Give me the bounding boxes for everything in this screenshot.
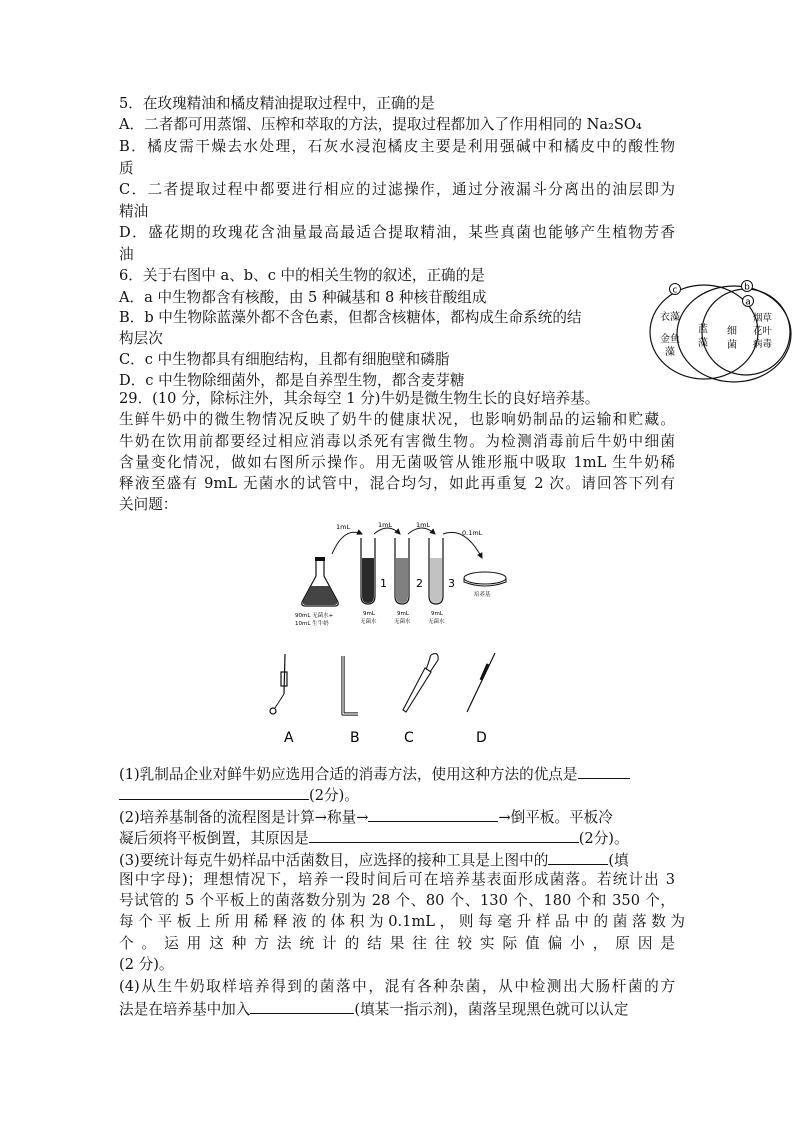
flask-label-2: 10mL 生牛奶 <box>295 621 329 627</box>
answer-blank-1a[interactable] <box>578 763 630 779</box>
tube-3 <box>429 538 443 604</box>
set-c-label: c <box>672 285 678 296</box>
xijun-label-2: 菌 <box>727 340 737 351</box>
jinyuzao-label-2: 藻 <box>665 347 675 358</box>
q29-part3-line-3: 号试管的 5 个平板上的菌落数分别为 28 个、80 个、130 个、180 个和 350 个， <box>119 892 675 909</box>
q29-part3-text: (3)要统计每克牛奶样品中活菌数目，应选择的接种工具是上图中的 <box>119 852 549 869</box>
q29-part4-text-b: (填某一指示剂)，菌落呈现黑色就可以认定 <box>354 1001 629 1018</box>
petri-dish <box>464 572 506 586</box>
answer-blank-1b[interactable] <box>119 784 309 800</box>
q29-part1-text: (1)乳制品企业对鲜牛奶应选用合适的消毒方法，使用这种方法的优点是 <box>119 766 578 783</box>
q29-part3-line-4: 每 个 平 板 上 所 用 稀 释 液 的 体 积 为 0.1mL ， 则 每 毫 升 样 品 中 的 菌 落 数 为 <box>119 913 686 930</box>
plate-label: 培养基 <box>474 592 491 598</box>
dilution-figure <box>290 516 510 632</box>
q29-part3-text-b: (填 <box>608 852 629 869</box>
q29-part3-line-1 <box>119 849 629 871</box>
q29-part4-line-2 <box>119 998 628 1020</box>
virus-label-1: 烟草 <box>753 313 773 324</box>
flask-label-1: 90mL 无菌水+ <box>295 613 334 619</box>
tube-3-water: 无菌水 <box>428 619 445 625</box>
tool-label-b: B <box>350 730 360 746</box>
q29-part1-line-2 <box>119 784 359 806</box>
answer-blank-3a[interactable] <box>548 849 608 865</box>
transfer-arrow-1 <box>332 532 362 554</box>
tube-number-2: 2 <box>416 577 423 590</box>
inoculation-tools-figure <box>255 650 515 750</box>
answer-blank-4a[interactable] <box>250 998 354 1014</box>
transfer-label-1: 1mL <box>336 523 351 531</box>
q6-option-b-cont: 构层次 <box>119 330 163 347</box>
q29-line-5: 释液至盛有 9mL 无菌水的试管中，混合均匀，如此再重复 2 次。请回答下列有 <box>119 475 675 492</box>
xijun-label-1: 细 <box>727 326 737 337</box>
q29-part3-line-6: (2 分)。 <box>119 956 174 973</box>
transfer-label-4: 0.1mL <box>462 529 483 537</box>
q29-part3-line-5: 个 。 运 用 这 种 方 法 统 计 的 结 果 往 往 较 实 际 值 偏 小 ， 原 因 是 <box>119 935 675 952</box>
q29-line-6: 关问题： <box>119 496 178 513</box>
set-b-label: b <box>744 282 750 293</box>
q29-part1-score: (2分)。 <box>309 787 359 804</box>
q29-line-2: 生鲜牛奶中的微生物情况反映了奶牛的健康状况，也影响奶制品的运输和贮藏。 <box>119 411 675 428</box>
q29-part2-text: (2)培养基制备的流程图是计算→称量→ <box>119 809 369 826</box>
tube-2-vol: 9mL <box>397 611 409 617</box>
q5-option-b-cont: 质 <box>119 160 134 177</box>
q6-option-a: A．a 中生物都含有核酸，由 5 种碱基和 8 种核苷酸组成 <box>119 289 487 306</box>
tube-3-vol: 9mL <box>431 611 443 617</box>
q29-line-1: 29．(10 分，除标注外，其余每空 1 分)牛奶是微生物生长的良好培养基。 <box>119 390 600 407</box>
tube-2 <box>395 538 409 604</box>
virus-label-3: 病毒 <box>753 339 773 350</box>
tube-2-water: 无菌水 <box>394 619 411 625</box>
q5-option-c: C．二者提取过程中都要进行相应的过滤操作，通过分液漏斗分离出的油层即为 <box>119 181 675 198</box>
q6-option-c: C．c 中生物都具有细胞结构，且都有细胞壁和磷脂 <box>119 351 450 368</box>
jinyuzao-label-1: 金鱼 <box>660 334 680 345</box>
yizao-label: 衣藻 <box>660 312 680 323</box>
q5-option-d-cont: 油 <box>119 246 134 263</box>
q5-option-c-cont: 精油 <box>119 203 149 220</box>
tool-label-c: C <box>404 730 414 746</box>
set-a-label: a <box>745 297 751 308</box>
q29-part2-line-1 <box>119 806 613 828</box>
q29-part2-line-2 <box>119 827 629 849</box>
q5-option-d: D．盛花期的玫瑰花含油量最高最适合提取精油，某些真菌也能够产生植物芳香 <box>119 224 675 241</box>
tool-label-d: D <box>476 730 487 746</box>
tube-number-3: 3 <box>448 577 455 590</box>
q5-option-b: B．橘皮需干燥去水处理，石灰水浸泡橘皮主要是利用强碱中和橘皮中的酸性物 <box>119 138 675 155</box>
q29-part4-line-1: (4)从生牛奶取样培养得到的菌落中，混有各种杂菌，从中检测出大肠杆菌的方 <box>119 978 675 995</box>
q6-stem: 6．关于右图中 a、b、c 中的相关生物的叙述，正确的是 <box>119 267 485 284</box>
q5-stem: 5．在玫瑰精油和橘皮精油提取过程中，正确的是 <box>119 95 435 112</box>
venn-diagram <box>643 276 793 386</box>
tool-label-a: A <box>284 730 294 746</box>
q29-line-3: 牛奶在饮用前都要经过相应消毒以杀死有害微生物。为检测消毒前后牛奶中细菌 <box>119 433 675 450</box>
flask <box>302 557 338 606</box>
lanzao-label-1: 蓝 <box>698 324 708 335</box>
q29-part4-text: 法是在培养基中加入 <box>119 1001 251 1018</box>
answer-blank-2b[interactable] <box>309 827 579 843</box>
q29-part2-text-b: →倒平板。平板冷 <box>498 809 613 826</box>
tube-1-water: 无菌水 <box>360 619 377 625</box>
tube-number-1: 1 <box>380 577 387 590</box>
virus-label-2: 花叶 <box>753 326 773 337</box>
tube-1-vol: 9mL <box>363 611 375 617</box>
q29-part1-line-1 <box>119 763 630 785</box>
q29-line-4: 含量变化情况，做如右图所示操作。用无菌吸管从锥形瓶中吸取 1mL 生牛奶稀 <box>119 454 675 471</box>
inoculating-needle-icon <box>467 653 495 712</box>
transfer-label-3: 1mL <box>416 521 431 529</box>
transfer-label-2: 1mL <box>378 521 393 529</box>
q29-part2-text-c: 凝后须将平板倒置，其原因是 <box>119 830 309 847</box>
dropper-pipette-icon <box>403 654 438 712</box>
tube-1 <box>361 538 375 604</box>
lanzao-label-2: 藻 <box>698 338 708 349</box>
spreader-icon <box>343 656 358 714</box>
q6-option-d: D．c 中生物除细菌外，都是自养型生物，都含麦芽糖 <box>119 372 465 389</box>
answer-blank-2a[interactable] <box>368 806 498 822</box>
q29-part3-line-2: 图中字母)；理想情况下，培养一段时间后可在培养基表面形成菌落。若统计出 3 <box>119 871 675 888</box>
q6-option-b: B．b 中生物除蓝藻外都不含色素，但都含核糖体，都构成生命系统的结 <box>119 309 582 326</box>
inoculating-loop-icon <box>270 654 287 714</box>
q29-part2-score: (2分)。 <box>578 830 629 847</box>
q5-option-a: A．二者都可用蒸馏、压榨和萃取的方法，提取过程都加入了作用相同的 Na₂SO₄ <box>119 116 642 133</box>
